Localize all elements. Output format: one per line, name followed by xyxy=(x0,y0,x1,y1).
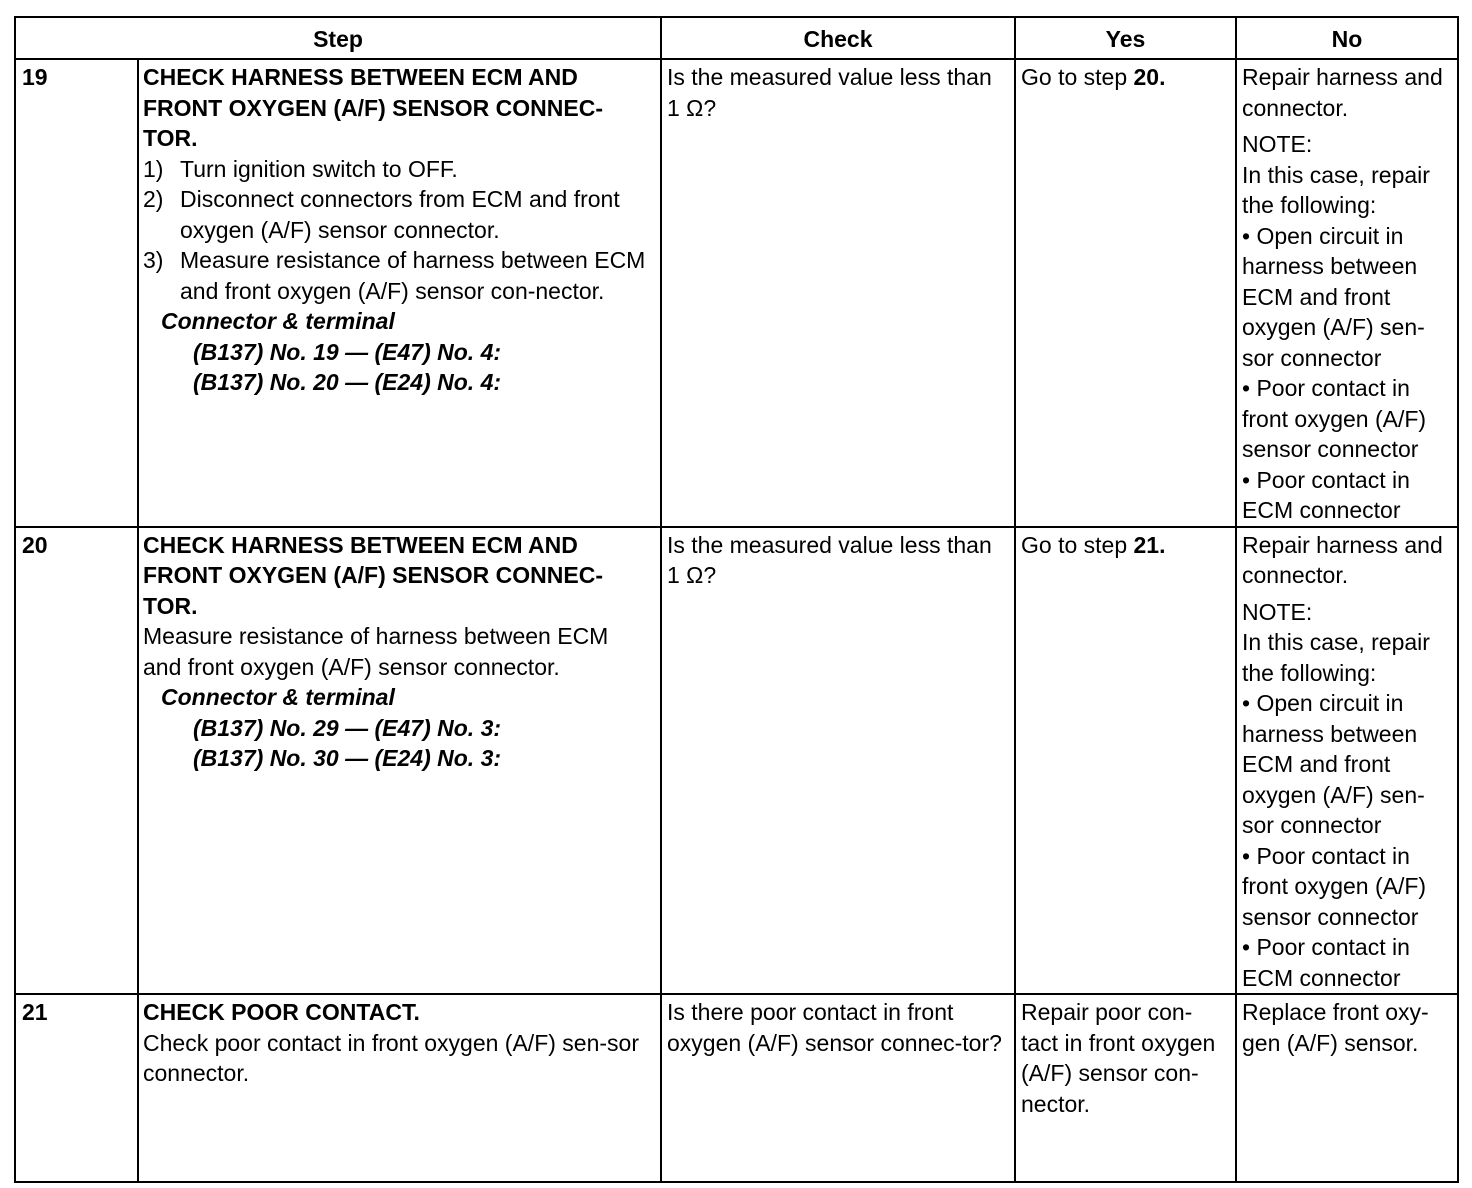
list-item-text: Disconnect connectors from ECM and front oxygen (A/F) sensor connector. xyxy=(180,186,620,243)
list-item: • Poor contact in front oxygen (A/F) sensor connector xyxy=(1242,841,1451,933)
table-row xyxy=(15,59,1458,527)
list-item: • Poor contact in front oxygen (A/F) sensor connector xyxy=(1242,373,1451,465)
list-item-number: 3) xyxy=(143,247,164,273)
step-title: CHECK HARNESS BETWEEN ECM AND FRONT OXYGEN (A/F) SENSOR CONNEC-TOR. xyxy=(143,531,604,619)
table-row xyxy=(15,527,1458,995)
list-item: • Poor contact in ECM connector xyxy=(1242,465,1451,526)
note-bullets xyxy=(1242,688,1451,993)
yes-step-ref: 21. xyxy=(1133,531,1166,558)
header-row xyxy=(15,17,1458,59)
list-item xyxy=(143,184,650,245)
terminal-spec: (B137) No. 29 — (E47) No. 3: xyxy=(193,714,502,741)
list-item: • Poor contact in ECM connector xyxy=(1242,932,1451,993)
step-body: Measure resistance of harness between ECM and front oxygen (A/F) sensor connector. xyxy=(143,623,609,680)
note-bullets xyxy=(1242,221,1451,526)
step-content xyxy=(138,59,661,527)
list-item-text: Turn ignition switch to OFF. xyxy=(180,155,458,182)
header-no: No xyxy=(1236,17,1458,59)
check-cell: Is there poor contact in front oxygen (A/F) sensor connec-tor? xyxy=(661,994,1015,1182)
list-item-number: 1) xyxy=(143,155,164,182)
no-cell xyxy=(1236,994,1458,1182)
no-cell xyxy=(1236,527,1458,995)
yes-prefix: Go to step xyxy=(1021,64,1134,90)
yes-cell: Repair poor con-tact in front oxygen (A/F) sensor con-nector. xyxy=(1015,994,1236,1182)
step-list xyxy=(143,154,650,307)
yes-prefix: Go to step xyxy=(1021,531,1134,558)
list-item xyxy=(143,245,650,306)
step-number: 20 xyxy=(15,527,138,995)
step-title: CHECK POOR CONTACT. xyxy=(143,999,420,1025)
list-item xyxy=(143,154,650,185)
step-content xyxy=(138,527,661,995)
note-label: NOTE: xyxy=(1242,131,1313,157)
yes-cell xyxy=(1015,527,1236,995)
step-number: 19 xyxy=(15,59,138,527)
step-body: Check poor contact in front oxygen (A/F) sen-sor connector. xyxy=(143,1029,639,1086)
list-item: • Open circuit in harness between ECM and front oxygen (A/F) sen-sor connector xyxy=(1242,688,1451,841)
no-main-text: Repair harness and connector. xyxy=(1242,64,1443,121)
diagnostic-table xyxy=(14,16,1459,1183)
yes-step-ref: 20. xyxy=(1133,64,1166,90)
note-text: In this case, repair the following: xyxy=(1242,161,1430,218)
step-title: CHECK HARNESS BETWEEN ECM AND FRONT OXYGEN (A/F) SENSOR CONNEC-TOR. xyxy=(143,64,604,151)
list-item: • Open circuit in harness between ECM and front oxygen (A/F) sen-sor connector xyxy=(1242,221,1451,374)
list-item-text: Measure resistance of harness between ECM and front oxygen (A/F) sensor con-nector. xyxy=(180,247,646,304)
no-main-text: Repair harness and connector. xyxy=(1242,531,1443,588)
step-content xyxy=(138,994,661,1182)
yes-cell xyxy=(1015,59,1236,527)
terminal-spec: (B137) No. 19 — (E47) No. 4: xyxy=(193,338,502,365)
check-cell: Is the measured value less than 1 Ω? xyxy=(661,59,1015,527)
no-cell xyxy=(1236,59,1458,527)
connector-heading: Connector & terminal xyxy=(161,684,395,710)
note-text: In this case, repair the following: xyxy=(1242,629,1430,686)
check-cell: Is the measured value less than 1 Ω? xyxy=(661,527,1015,995)
terminal-spec: (B137) No. 30 — (E24) No. 3: xyxy=(193,745,502,771)
list-item-number: 2) xyxy=(143,186,164,212)
header-step: Step xyxy=(15,17,661,59)
step-number: 21 xyxy=(15,994,138,1182)
header-check: Check xyxy=(661,17,1015,59)
table-row xyxy=(15,994,1458,1182)
no-main-text: Replace front oxy-gen (A/F) sensor. xyxy=(1242,999,1429,1056)
connector-heading: Connector & terminal xyxy=(161,308,395,334)
note-label: NOTE: xyxy=(1242,598,1313,625)
header-yes: Yes xyxy=(1015,17,1236,59)
terminal-spec: (B137) No. 20 — (E24) No. 4: xyxy=(193,369,502,395)
